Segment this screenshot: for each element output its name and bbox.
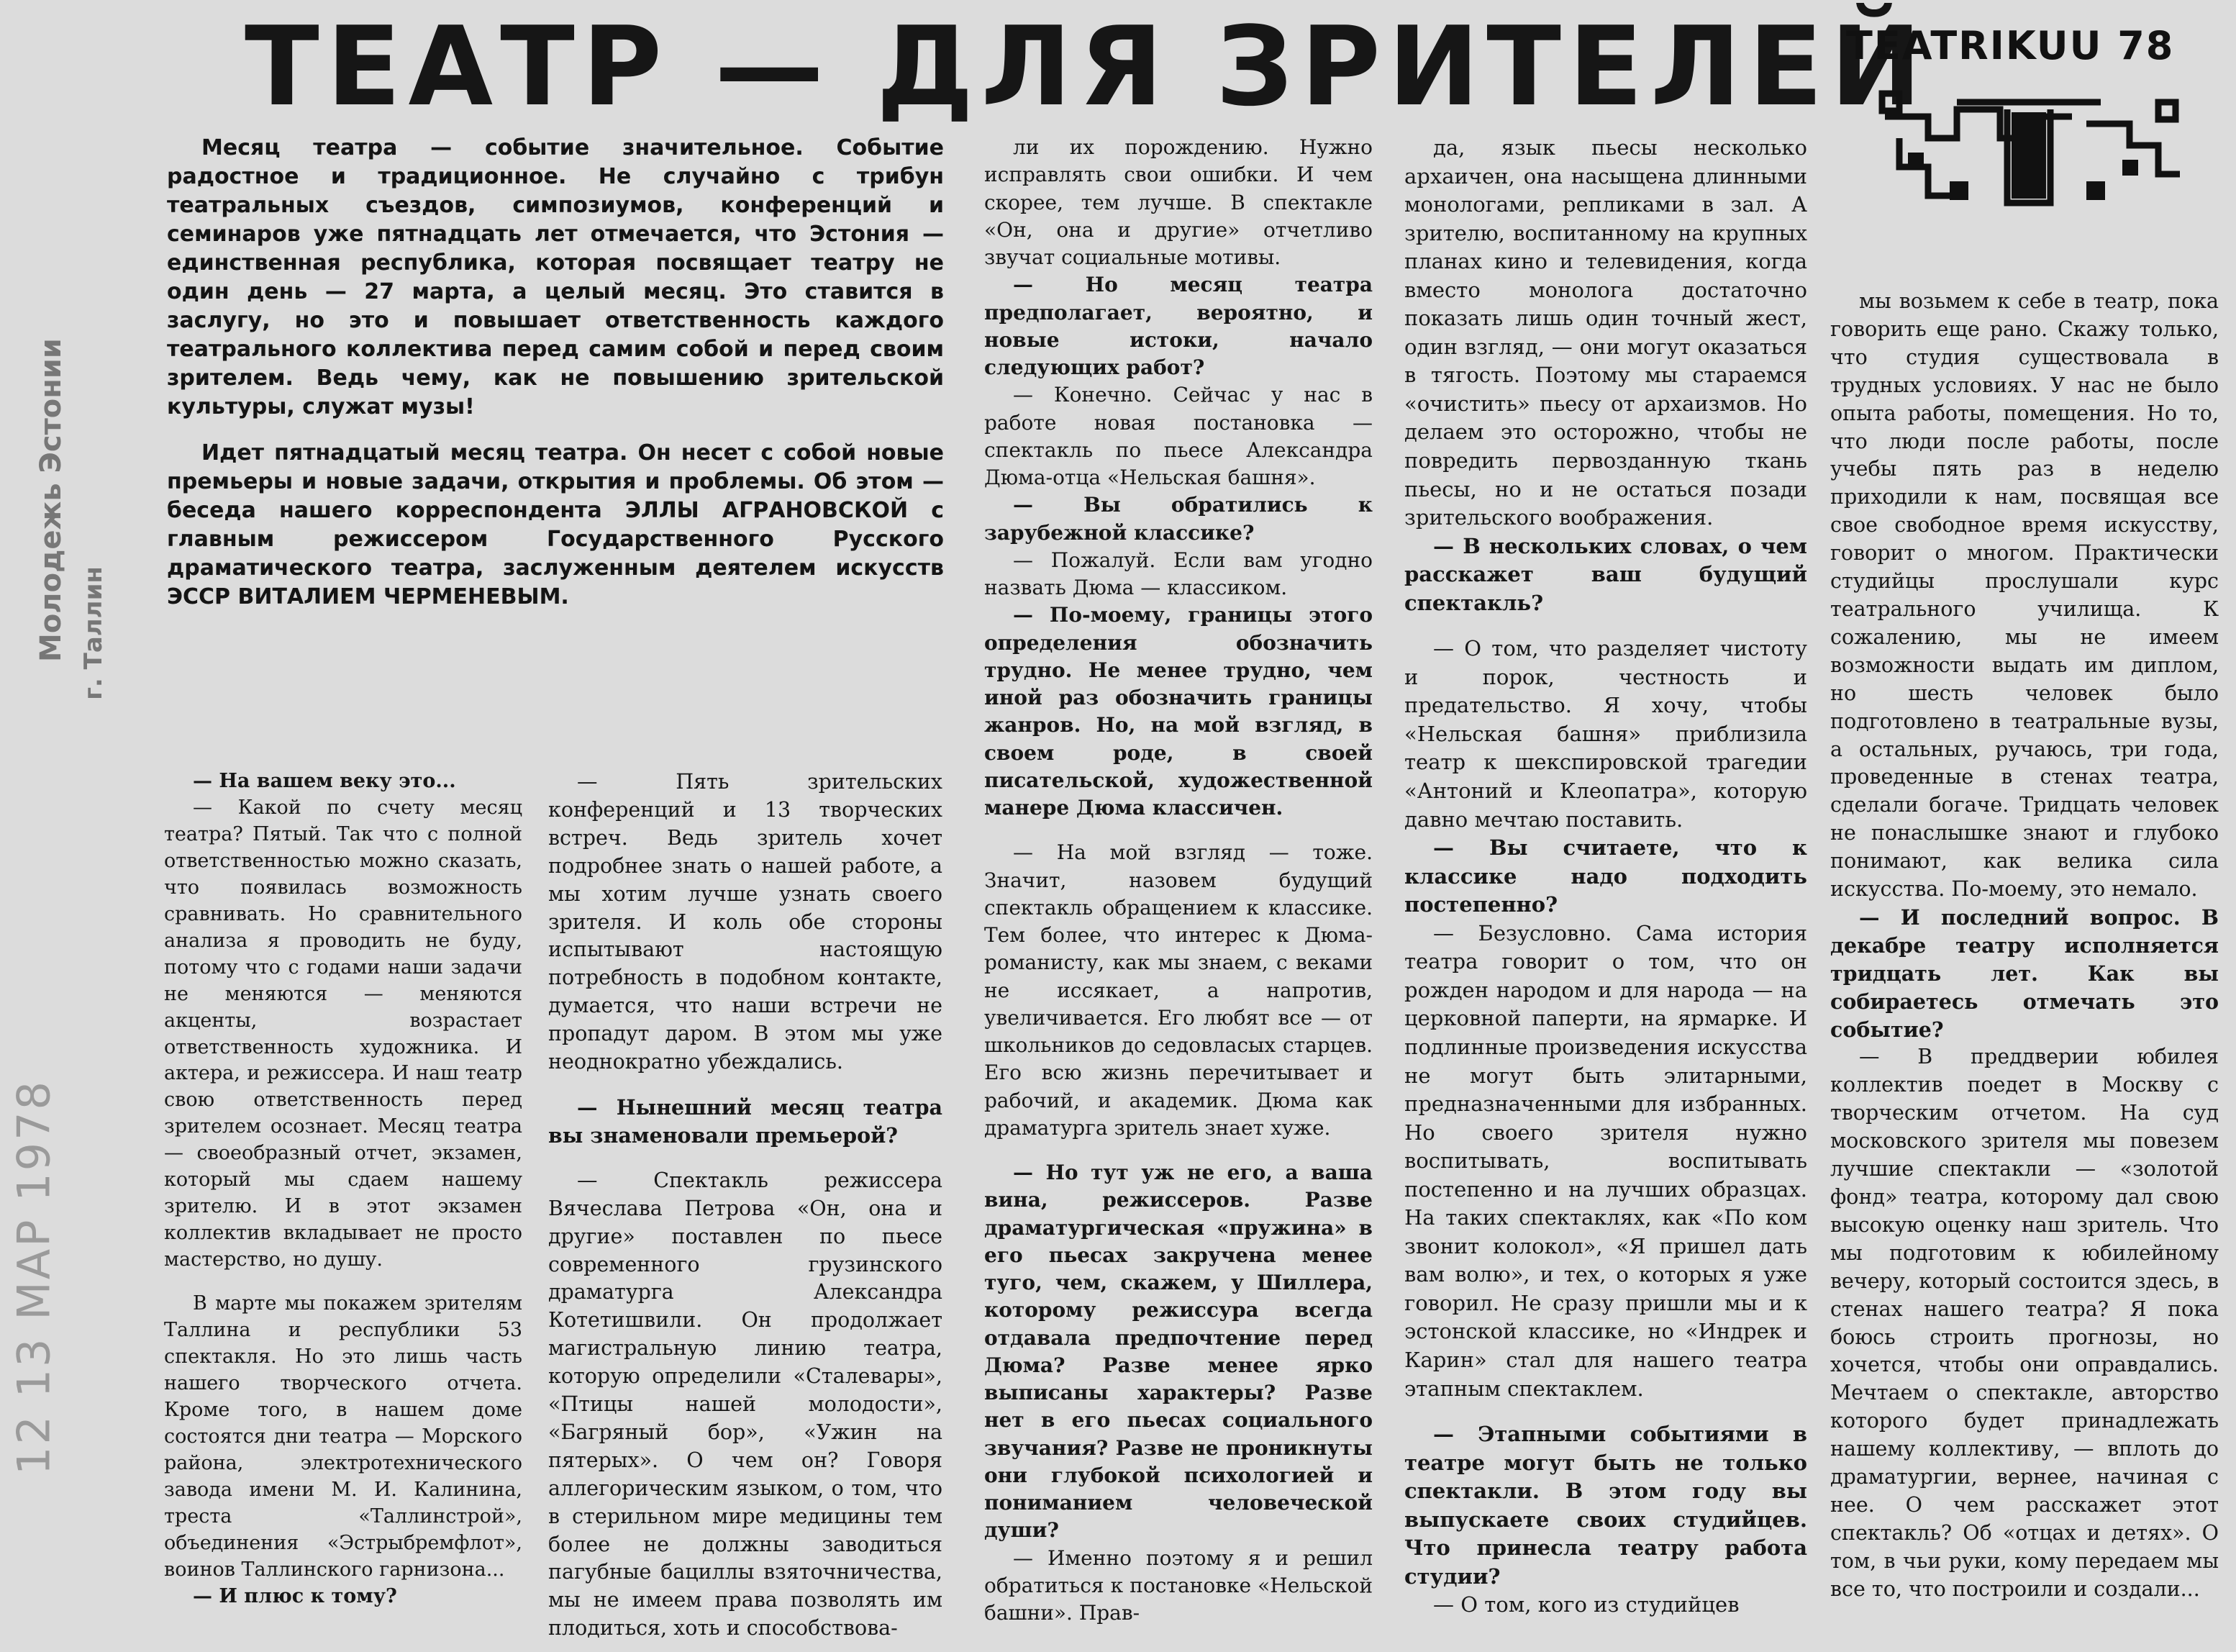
lead-paragraph-2: Идет пятнадцатый месяц театра. Он несет с собой новые премьеры и новые задачи, открытия и проблемы. Об этом — беседа нашего корреспондента ЭЛЛЫ АГРАНОВСКОЙ с главным режиссером Государственного Русского драматического театра, заслуженным деятелем искусств ЭССР ВИТАЛИЕМ ЧЕРМЕНЕВЫМ.	[167, 440, 944, 609]
answer: — Именно поэтому я и решил обратиться к постановке «Нельской башни». Прав-	[984, 1546, 1373, 1625]
column-1	[164, 768, 522, 1610]
answer: — Безусловно. Сама история театра говорит о том, что он рожден народом и для народа — на церковной паперти, на ярмарке. И подлинные произведения искусства не могут быть элитарными, предназначенными для избранных. Но своего зрителя нужно воспитывать, воспитывать постепенно и на лучших образцах. На таких спектаклях, как «По ком звонит колокол», «Я пришел дать вам волю», и тех, о которых я уже говорил. Не сразу пришли мы и к эстонской классике, но «Индрек и Карин» стал для нашего театра этапным спектаклем.	[1404, 920, 1807, 1401]
column-5	[1830, 288, 2219, 1604]
question: — На вашем веку это...	[193, 770, 456, 792]
question: — В нескольких словах, о чем расскажет ваш будущий спектакль?	[1404, 533, 1807, 615]
answer: — О том, что разделяет чистоту и порок, честность и предательство. Я хочу, чтобы «Нельская башня» приблизила театр к шекспировской трагедии «Антоний и Клеопатра», которую давно мечтаю поставить.	[1404, 636, 1807, 832]
answer: — Конечно. Сейчас у нас в работе новая постановка — спектакль по пьесе Александра Дюма-отца «Нельская башня».	[984, 383, 1373, 489]
column-4	[1404, 134, 1807, 1620]
question: — По-моему, границы этого определения обозначить трудно. Не менее трудно, чем иной раз обозначить границы жанров. Но, на мой взгляд, в своем роде, в своей писательской, художественной манере Дюма классичен.	[984, 603, 1373, 820]
date-stamp: 12 13 МАР 1978	[7, 1079, 60, 1475]
question: — Этапными событиями в театре могут быть не только спектакли. В этом году вы выпускаете своих студийцев. Что принесла театру работа студии?	[1404, 1422, 1807, 1589]
question: — И последний вопрос. В декабре театру исполняется тридцать лет. Как вы собираетесь отмечать это событие?	[1830, 904, 2219, 1042]
answer: — На мой взгляд — тоже. Значит, назовем будущий спектакль обращением к классике. Тем более, что интерес к Дюма-романисту, как мы знаем, с веками не иссякает, а напротив, увеличивается. Его любят все — от школьников до седовласых старцев. Его всю жизнь перечитывает и рабочий, и академик. Дюма как драматурга зритель знает хуже.	[984, 840, 1373, 1140]
answer: да, язык пьесы несколько архаичен, она насыщена длинными монологами, репликами в зал. А зрителю, воспитанному на крупных планах кино и телевидения, когда вместо монолога достаточно показать лишь один точный жест, один взгляд, — они могут оказаться в тягость. Поэтому мы стараемся «очистить» пьесу от архаизмов. Но делаем это осторожно, чтобы не повредить первозданную ткань пьесы, но и не остаться позади зрительского воображения.	[1404, 135, 1807, 530]
question: — Вы считаете, что к классике надо подходить постепенно?	[1404, 835, 1807, 917]
source-city-label: г. Таллин	[79, 566, 108, 700]
answer: — Спектакль режиссера Вячеслава Петрова «Он, она и другие» поставлен по пьесе современного грузинского драматурга Александра Котетишвили. Он продолжает магистральную линию театра, которую определили «Сталевары», «Птицы нашей молодости», «Багряный бор», «Ужин на пятерых». О чем он? Говоря аллегорическим языком, о том, что в стерильном мире медицины тем более не должны заводиться пагубные бациллы взяточничества, мы не имеем права позволять им плодиться, хоть и способствова-	[548, 1168, 942, 1640]
lead-paragraph-1: Месяц театра — событие значительное. Событие радостное и традиционное. Не случайно с трибун театральных съездов, симпозиумов, конференций и семинаров уже пятнадцать лет отмечается, что Эстония — единственная республика, которая посвящает театру не один день — 27 марта, а целый месяц. Это ставится в заслугу, но это и повышает ответственность каждого театрального коллектива перед самим собой и перед своим зрителем. Ведь чему, как не повышению зрительской культуры, служат музы!	[167, 135, 944, 419]
answer: — Пожалуй. Если вам угодно назвать Дюма — классиком.	[984, 548, 1373, 599]
answer: — О том, кого из студийцев	[1433, 1592, 1740, 1617]
question: — Нынешний месяц театра вы знаменовали премьерой?	[548, 1094, 942, 1148]
answer: мы возьмем к себе в театр, пока говорить еще рано. Скажу только, что студия существовала в трудных условиях. У нас не было опыта работы, помещения. Но то, что люди после работы, после учебы пять раз в неделю приходили к нам, посвящая все свое свободное время искусству, говорит о многом. Практически студийцы прослушали курс театрального училища. К сожалению, мы не имеем возможности выдать им диплом, но шесть человек было подготовлено в театральные вузы, а остальных, ручаюсь, три года, проведенные в стенах театра, сделали богаче. Тридцать человек не понаслышке знают и глубоко понимают, как велика сила искусства. По-моему, это немало.	[1830, 289, 2219, 902]
theatre-mask-logo-icon	[1871, 81, 2190, 217]
lead-paragraphs	[167, 134, 944, 612]
teatrikuu-title: TEATRIKUU 78	[1846, 23, 2175, 68]
answer: — В преддверии юбилея коллектив поедет в Москву с творческим отчетом. На суд московского зрителя мы повезем лучшие спектакли — «золотой фонд» театра, которому дал свою высокую оценку наш зритель. Что мы подготовим к юбилейному вечеру, который состоится здесь, в стенах нашего театра? Я пока боюсь строить прогнозы, но хочется, чтобы они оправдались. Мечтаем о спектакле, авторство которого будет принадлежать нашему коллективу, — вплоть до драматургии, вернее, начиная с нее. О чем расскажет этот спектакль? Об «отцах и детях». О том, в чьи руки, кому передаем мы все то, что построили и создали...	[1830, 1045, 2219, 1601]
question: — Вы обратились к зарубежной классике?	[984, 493, 1373, 545]
source-label: Молодежь Эстонии	[35, 338, 68, 662]
question: — И плюс к тому?	[193, 1584, 397, 1607]
answer: ли их порождению. Нужно исправлять свои ошибки. И чем скорее, тем лучше. В спектакле «Он, она и другие» отчетливо звучат социальные мотивы.	[984, 135, 1373, 269]
question: — Но месяц театра предполагает, вероятно, и новые истоки, начало следующих работ?	[984, 273, 1373, 379]
column-2	[548, 768, 942, 1643]
answer: — Какой по счету месяц театра? Пятый. Так что с полной ответственностью можно сказать, что появилась возможность сравнивать. Но сравнительного анализа я проводить не буду, потому что с годами наши задачи не меняются — меняются акценты, возрастает ответственность художника. И актера, и режиссера. И наш театр свою ответственность перед зрителем осознает. Месяц театра — своеобразный отчет, экзамен, который мы сдаем нашему зрителю. И в этот экзамен коллектив вкладывает не просто мастерство, но душу.	[164, 796, 522, 1271]
question: — Но тут уж не его, а ваша вина, режиссеров. Разве драматургическая «пружина» в его пьесах закручена менее туго, чем, скажем, у Шиллера, которому режиссура всегда отдавала предпочтение перед Дюма? Разве менее ярко выписаны характеры? Разве нет в его пьесах социального звучания? Разве не проникнуты они глубокой психологией и пониманием человеческой души?	[984, 1161, 1373, 1543]
column-3	[984, 134, 1373, 1627]
headline: ТЕАТР — ДЛЯ ЗРИТЕЛЕЙ	[245, 3, 1930, 130]
answer: В марте мы покажем зрителям Таллина и республики 53 спектакля. Но это лишь часть нашего творческого отчета. Кроме того, в нашем доме состоятся дни театра — Морского района, электротехнического завода имени М. И. Калинина, треста «Таллинстрой», объединения «Эстрыбремфлот», воинов Таллинского гарнизона...	[164, 1292, 522, 1581]
answer: — Пять зрительских конференций и 13 творческих встреч. Ведь зритель хочет подробнее знать о нашей работе, а мы хотим лучше узнать своего зрителя. И коль обе стороны испытывают настоящую потребность в подобном контакте, думается, что наши встречи не пропадут даром. В этом мы уже неоднократно убеждались.	[548, 770, 942, 1074]
